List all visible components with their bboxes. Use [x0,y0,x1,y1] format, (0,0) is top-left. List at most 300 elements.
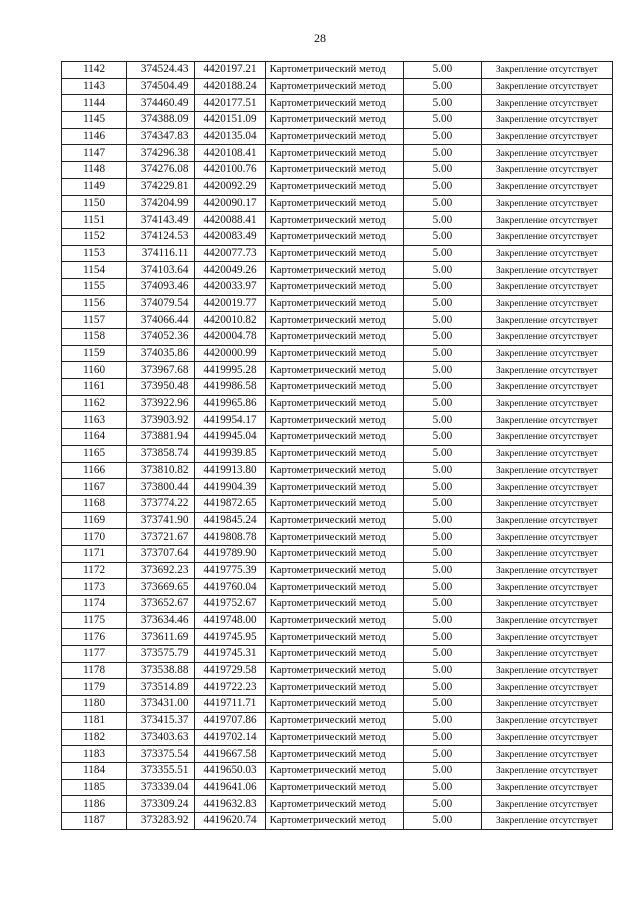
method-cell: Картометрический метод [265,295,404,312]
x-coordinate-cell: 374124.53 [127,228,195,245]
table-row [62,345,613,362]
point-number-cell: 1182 [62,729,127,746]
fixation-cell: Закрепление отсутствует [481,62,612,79]
y-coordinate-cell: 4419745.95 [195,629,265,646]
fixation-cell: Закрепление отсутствует [481,145,612,162]
method-cell: Картометрический метод [265,579,404,596]
y-coordinate-cell: 4420019.77 [195,295,265,312]
y-coordinate-cell: 4419760.04 [195,579,265,596]
fixation-cell: Закрепление отсутствует [481,429,612,446]
method-cell: Картометрический метод [265,762,404,779]
fixation-cell: Закрепление отсутствует [481,512,612,529]
table-row [62,596,613,613]
point-number-cell: 1183 [62,746,127,763]
accuracy-cell: 5.00 [404,445,481,462]
x-coordinate-cell: 374143.49 [127,212,195,229]
fixation-cell: Закрепление отсутствует [481,779,612,796]
method-cell: Картометрический метод [265,512,404,529]
fixation-cell: Закрепление отсутствует [481,262,612,279]
point-number-cell: 1168 [62,495,127,512]
fixation-cell: Закрепление отсутствует [481,796,612,813]
method-cell: Картометрический метод [265,679,404,696]
point-number-cell: 1142 [62,62,127,79]
y-coordinate-cell: 4420088.41 [195,212,265,229]
table-row [62,295,613,312]
fixation-cell: Закрепление отсутствует [481,579,612,596]
method-cell: Картометрический метод [265,729,404,746]
accuracy-cell: 5.00 [404,245,481,262]
accuracy-cell: 5.00 [404,112,481,129]
fixation-cell: Закрепление отсутствует [481,178,612,195]
table-row [62,462,613,479]
fixation-cell: Закрепление отсутствует [481,95,612,112]
point-number-cell: 1163 [62,412,127,429]
method-cell: Картометрический метод [265,78,404,95]
method-cell: Картометрический метод [265,162,404,179]
point-number-cell: 1156 [62,295,127,312]
point-number-cell: 1158 [62,329,127,346]
accuracy-cell: 5.00 [404,796,481,813]
x-coordinate-cell: 373431.00 [127,696,195,713]
point-number-cell: 1177 [62,646,127,663]
x-coordinate-cell: 374388.09 [127,112,195,129]
table-row [62,495,613,512]
y-coordinate-cell: 4420188.24 [195,78,265,95]
table-row [62,629,613,646]
point-number-cell: 1152 [62,228,127,245]
point-number-cell: 1149 [62,178,127,195]
y-coordinate-cell: 4419745.31 [195,646,265,663]
y-coordinate-cell: 4420010.82 [195,312,265,329]
y-coordinate-cell: 4419986.58 [195,379,265,396]
point-number-cell: 1160 [62,362,127,379]
table-row [62,312,613,329]
accuracy-cell: 5.00 [404,712,481,729]
point-number-cell: 1185 [62,779,127,796]
fixation-cell: Закрепление отсутствует [481,596,612,613]
table-row [62,395,613,412]
y-coordinate-cell: 4419872.65 [195,495,265,512]
table-row [62,278,613,295]
fixation-cell: Закрепление отсутствует [481,679,612,696]
method-cell: Картометрический метод [265,479,404,496]
point-number-cell: 1153 [62,245,127,262]
y-coordinate-cell: 4420049.26 [195,262,265,279]
x-coordinate-cell: 373339.04 [127,779,195,796]
method-cell: Картометрический метод [265,362,404,379]
y-coordinate-cell: 4419965.86 [195,395,265,412]
coordinates-table [61,61,613,830]
y-coordinate-cell: 4419620.74 [195,812,265,829]
table-row [62,212,613,229]
x-coordinate-cell: 374066.44 [127,312,195,329]
accuracy-cell: 5.00 [404,329,481,346]
accuracy-cell: 5.00 [404,145,481,162]
y-coordinate-cell: 4420083.49 [195,228,265,245]
accuracy-cell: 5.00 [404,529,481,546]
table-row [62,128,613,145]
x-coordinate-cell: 374079.54 [127,295,195,312]
method-cell: Картометрический метод [265,212,404,229]
y-coordinate-cell: 4419939.85 [195,445,265,462]
accuracy-cell: 5.00 [404,295,481,312]
y-coordinate-cell: 4420135.04 [195,128,265,145]
method-cell: Картометрический метод [265,629,404,646]
fixation-cell: Закрепление отсутствует [481,195,612,212]
x-coordinate-cell: 373741.90 [127,512,195,529]
accuracy-cell: 5.00 [404,78,481,95]
accuracy-cell: 5.00 [404,212,481,229]
x-coordinate-cell: 374116.11 [127,245,195,262]
method-cell: Картометрический метод [265,529,404,546]
point-number-cell: 1157 [62,312,127,329]
x-coordinate-cell: 373967.68 [127,362,195,379]
accuracy-cell: 5.00 [404,95,481,112]
point-number-cell: 1164 [62,429,127,446]
method-cell: Картометрический метод [265,646,404,663]
y-coordinate-cell: 4420100.76 [195,162,265,179]
x-coordinate-cell: 373721.67 [127,529,195,546]
x-coordinate-cell: 374276.08 [127,162,195,179]
x-coordinate-cell: 373375.54 [127,746,195,763]
fixation-cell: Закрепление отсутствует [481,162,612,179]
y-coordinate-cell: 4420077.73 [195,245,265,262]
fixation-cell: Закрепление отсутствует [481,112,612,129]
point-number-cell: 1181 [62,712,127,729]
method-cell: Картометрический метод [265,178,404,195]
x-coordinate-cell: 374504.49 [127,78,195,95]
x-coordinate-cell: 373652.67 [127,596,195,613]
table-row [62,429,613,446]
x-coordinate-cell: 374460.49 [127,95,195,112]
point-number-cell: 1171 [62,545,127,562]
coordinates-table-body [62,62,613,830]
accuracy-cell: 5.00 [404,579,481,596]
method-cell: Картометрический метод [265,329,404,346]
table-row [62,679,613,696]
table-row [62,796,613,813]
table-row [62,145,613,162]
table-row [62,379,613,396]
table-row [62,195,613,212]
point-number-cell: 1146 [62,128,127,145]
table-row [62,529,613,546]
x-coordinate-cell: 374035.86 [127,345,195,362]
y-coordinate-cell: 4420177.51 [195,95,265,112]
fixation-cell: Закрепление отсутствует [481,212,612,229]
table-row [62,646,613,663]
table-row [62,362,613,379]
fixation-cell: Закрепление отсутствует [481,495,612,512]
fixation-cell: Закрепление отсутствует [481,812,612,829]
y-coordinate-cell: 4420033.97 [195,278,265,295]
accuracy-cell: 5.00 [404,278,481,295]
point-number-cell: 1169 [62,512,127,529]
fixation-cell: Закрепление отсутствует [481,729,612,746]
table-row [62,228,613,245]
x-coordinate-cell: 373415.37 [127,712,195,729]
y-coordinate-cell: 4419752.67 [195,596,265,613]
x-coordinate-cell: 374052.36 [127,329,195,346]
table-row [62,262,613,279]
y-coordinate-cell: 4419945.04 [195,429,265,446]
accuracy-cell: 5.00 [404,462,481,479]
method-cell: Картометрический метод [265,262,404,279]
table-row [62,178,613,195]
accuracy-cell: 5.00 [404,162,481,179]
fixation-cell: Закрепление отсутствует [481,629,612,646]
method-cell: Картометрический метод [265,228,404,245]
table-row [62,812,613,829]
accuracy-cell: 5.00 [404,228,481,245]
fixation-cell: Закрепление отсутствует [481,545,612,562]
table-row [62,696,613,713]
y-coordinate-cell: 4419650.03 [195,762,265,779]
point-number-cell: 1145 [62,112,127,129]
x-coordinate-cell: 373922.96 [127,395,195,412]
x-coordinate-cell: 373800.44 [127,479,195,496]
accuracy-cell: 5.00 [404,412,481,429]
page-number: 28 [314,31,326,45]
table-row [62,562,613,579]
table-row [62,78,613,95]
method-cell: Картометрический метод [265,662,404,679]
method-cell: Картометрический метод [265,195,404,212]
method-cell: Картометрический метод [265,746,404,763]
fixation-cell: Закрепление отсутствует [481,295,612,312]
point-number-cell: 1186 [62,796,127,813]
accuracy-cell: 5.00 [404,779,481,796]
method-cell: Картометрический метод [265,696,404,713]
fixation-cell: Закрепление отсутствует [481,128,612,145]
accuracy-cell: 5.00 [404,362,481,379]
x-coordinate-cell: 373575.79 [127,646,195,663]
table-row [62,112,613,129]
method-cell: Картометрический метод [265,612,404,629]
y-coordinate-cell: 4420151.09 [195,112,265,129]
method-cell: Картометрический метод [265,245,404,262]
method-cell: Картометрический метод [265,596,404,613]
x-coordinate-cell: 374204.99 [127,195,195,212]
fixation-cell: Закрепление отсутствует [481,329,612,346]
table-row [62,579,613,596]
table-row [62,445,613,462]
x-coordinate-cell: 374347.83 [127,128,195,145]
y-coordinate-cell: 4419702.14 [195,729,265,746]
fixation-cell: Закрепление отсутствует [481,278,612,295]
x-coordinate-cell: 373309.24 [127,796,195,813]
accuracy-cell: 5.00 [404,62,481,79]
table-row [62,746,613,763]
point-number-cell: 1165 [62,445,127,462]
accuracy-cell: 5.00 [404,379,481,396]
method-cell: Картометрический метод [265,145,404,162]
point-number-cell: 1179 [62,679,127,696]
fixation-cell: Закрепление отсутствует [481,479,612,496]
method-cell: Картометрический метод [265,812,404,829]
point-number-cell: 1173 [62,579,127,596]
table-row [62,712,613,729]
fixation-cell: Закрепление отсутствует [481,78,612,95]
accuracy-cell: 5.00 [404,312,481,329]
fixation-cell: Закрепление отсутствует [481,312,612,329]
y-coordinate-cell: 4420092.29 [195,178,265,195]
point-number-cell: 1170 [62,529,127,546]
y-coordinate-cell: 4420197.21 [195,62,265,79]
y-coordinate-cell: 4419775.39 [195,562,265,579]
y-coordinate-cell: 4420090.17 [195,195,265,212]
table-row [62,779,613,796]
y-coordinate-cell: 4420000.99 [195,345,265,362]
method-cell: Картометрический метод [265,495,404,512]
y-coordinate-cell: 4419954.17 [195,412,265,429]
point-number-cell: 1148 [62,162,127,179]
y-coordinate-cell: 4419789.90 [195,545,265,562]
method-cell: Картометрический метод [265,345,404,362]
accuracy-cell: 5.00 [404,195,481,212]
x-coordinate-cell: 373881.94 [127,429,195,446]
table-row [62,62,613,79]
x-coordinate-cell: 373903.92 [127,412,195,429]
accuracy-cell: 5.00 [404,696,481,713]
accuracy-cell: 5.00 [404,545,481,562]
point-number-cell: 1166 [62,462,127,479]
x-coordinate-cell: 373283.92 [127,812,195,829]
accuracy-cell: 5.00 [404,178,481,195]
method-cell: Картометрический метод [265,128,404,145]
method-cell: Картометрический метод [265,62,404,79]
accuracy-cell: 5.00 [404,729,481,746]
method-cell: Картометрический метод [265,462,404,479]
x-coordinate-cell: 374093.46 [127,278,195,295]
fixation-cell: Закрепление отсутствует [481,646,612,663]
point-number-cell: 1184 [62,762,127,779]
y-coordinate-cell: 4419748.00 [195,612,265,629]
point-number-cell: 1167 [62,479,127,496]
fixation-cell: Закрепление отсутствует [481,762,612,779]
y-coordinate-cell: 4419729.58 [195,662,265,679]
x-coordinate-cell: 373692.23 [127,562,195,579]
accuracy-cell: 5.00 [404,662,481,679]
fixation-cell: Закрепление отсутствует [481,379,612,396]
accuracy-cell: 5.00 [404,562,481,579]
y-coordinate-cell: 4419641.06 [195,779,265,796]
x-coordinate-cell: 373950.48 [127,379,195,396]
y-coordinate-cell: 4419722.23 [195,679,265,696]
accuracy-cell: 5.00 [404,646,481,663]
table-row [62,329,613,346]
method-cell: Картометрический метод [265,445,404,462]
x-coordinate-cell: 373403.63 [127,729,195,746]
y-coordinate-cell: 4420108.41 [195,145,265,162]
point-number-cell: 1143 [62,78,127,95]
y-coordinate-cell: 4420004.78 [195,329,265,346]
method-cell: Картометрический метод [265,712,404,729]
accuracy-cell: 5.00 [404,345,481,362]
fixation-cell: Закрепление отсутствует [481,712,612,729]
method-cell: Картометрический метод [265,562,404,579]
method-cell: Картометрический метод [265,796,404,813]
table-row [62,412,613,429]
x-coordinate-cell: 373774.22 [127,495,195,512]
method-cell: Картометрический метод [265,429,404,446]
method-cell: Картометрический метод [265,95,404,112]
point-number-cell: 1151 [62,212,127,229]
x-coordinate-cell: 373858.74 [127,445,195,462]
accuracy-cell: 5.00 [404,762,481,779]
x-coordinate-cell: 374103.64 [127,262,195,279]
x-coordinate-cell: 373355.51 [127,762,195,779]
method-cell: Картометрический метод [265,545,404,562]
fixation-cell: Закрепление отсутствует [481,228,612,245]
method-cell: Картометрический метод [265,779,404,796]
y-coordinate-cell: 4419711.71 [195,696,265,713]
y-coordinate-cell: 4419707.86 [195,712,265,729]
point-number-cell: 1161 [62,379,127,396]
table-row [62,162,613,179]
y-coordinate-cell: 4419995.28 [195,362,265,379]
method-cell: Картометрический метод [265,278,404,295]
accuracy-cell: 5.00 [404,395,481,412]
fixation-cell: Закрепление отсутствует [481,412,612,429]
x-coordinate-cell: 373669.65 [127,579,195,596]
table-row [62,662,613,679]
point-number-cell: 1144 [62,95,127,112]
fixation-cell: Закрепление отсутствует [481,696,612,713]
fixation-cell: Закрепление отсутствует [481,245,612,262]
point-number-cell: 1159 [62,345,127,362]
y-coordinate-cell: 4419667.58 [195,746,265,763]
y-coordinate-cell: 4419845.24 [195,512,265,529]
point-number-cell: 1174 [62,596,127,613]
table-row [62,245,613,262]
x-coordinate-cell: 374229.81 [127,178,195,195]
fixation-cell: Закрепление отсутствует [481,462,612,479]
point-number-cell: 1180 [62,696,127,713]
accuracy-cell: 5.00 [404,128,481,145]
method-cell: Картометрический метод [265,379,404,396]
method-cell: Картометрический метод [265,112,404,129]
table-row [62,479,613,496]
accuracy-cell: 5.00 [404,746,481,763]
table-row [62,512,613,529]
table-row [62,612,613,629]
fixation-cell: Закрепление отсутствует [481,529,612,546]
point-number-cell: 1154 [62,262,127,279]
accuracy-cell: 5.00 [404,679,481,696]
point-number-cell: 1176 [62,629,127,646]
accuracy-cell: 5.00 [404,479,481,496]
method-cell: Картометрический метод [265,412,404,429]
x-coordinate-cell: 373514.89 [127,679,195,696]
accuracy-cell: 5.00 [404,629,481,646]
x-coordinate-cell: 374296.38 [127,145,195,162]
fixation-cell: Закрепление отсутствует [481,746,612,763]
table-row [62,729,613,746]
accuracy-cell: 5.00 [404,596,481,613]
fixation-cell: Закрепление отсутствует [481,395,612,412]
point-number-cell: 1178 [62,662,127,679]
x-coordinate-cell: 373538.88 [127,662,195,679]
x-coordinate-cell: 374524.43 [127,62,195,79]
fixation-cell: Закрепление отсутствует [481,562,612,579]
x-coordinate-cell: 373611.69 [127,629,195,646]
accuracy-cell: 5.00 [404,812,481,829]
y-coordinate-cell: 4419632.83 [195,796,265,813]
fixation-cell: Закрепление отсутствует [481,362,612,379]
fixation-cell: Закрепление отсутствует [481,662,612,679]
point-number-cell: 1162 [62,395,127,412]
